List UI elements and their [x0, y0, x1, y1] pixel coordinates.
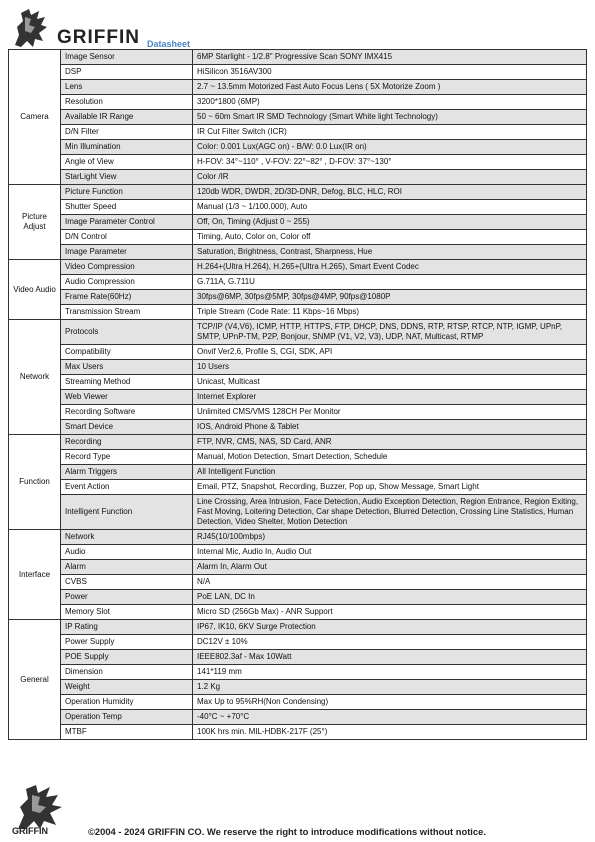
spec-value: IEEE802.3af - Max 10Watt: [193, 650, 587, 665]
spec-row: [9, 170, 587, 185]
spec-value: -40°C ~ +70°C: [193, 710, 587, 725]
spec-row: [9, 360, 587, 375]
spec-row: [9, 290, 587, 305]
section-label: General: [9, 620, 61, 740]
spec-key: Protocols: [61, 320, 193, 345]
spec-row: [9, 390, 587, 405]
spec-key: Alarm: [61, 560, 193, 575]
spec-value: G.711A, G.711U: [193, 275, 587, 290]
spec-value: 100K hrs min. MIL-HDBK-217F (25°): [193, 725, 587, 740]
spec-row: [9, 695, 587, 710]
document-subtitle: Datasheet: [147, 39, 191, 49]
spec-row: [9, 50, 587, 65]
spec-row: [9, 125, 587, 140]
spec-row: [9, 405, 587, 420]
spec-row: [9, 530, 587, 545]
spec-value: Micro SD (256Gb Max) - ANR Support: [193, 605, 587, 620]
spec-row: [9, 155, 587, 170]
spec-value: Manual, Motion Detection, Smart Detection, Schedule: [193, 450, 587, 465]
spec-key: Audio: [61, 545, 193, 560]
spec-key: Record Type: [61, 450, 193, 465]
spec-row: [9, 450, 587, 465]
spec-value: 50 ~ 60m Smart IR SMD Technology (Smart White light Technology): [193, 110, 587, 125]
spec-row: [9, 345, 587, 360]
spec-value: Internal Mic, Audio In, Audio Out: [193, 545, 587, 560]
spec-key: Shutter Speed: [61, 200, 193, 215]
section-label: Video Audio: [9, 260, 61, 320]
spec-key: IP Rating: [61, 620, 193, 635]
spec-value: Triple Stream (Code Rate: 11 Kbps~16 Mbps): [193, 305, 587, 320]
spec-value: Email, PTZ, Snapshot, Recording, Buzzer, Pop up, Show Message, Smart Light: [193, 480, 587, 495]
spec-key: Power: [61, 590, 193, 605]
spec-value: 10 Users: [193, 360, 587, 375]
spec-key: Recording: [61, 435, 193, 450]
spec-key: Video Compression: [61, 260, 193, 275]
spec-key: Intelligent Function: [61, 495, 193, 530]
spec-key: Image Sensor: [61, 50, 193, 65]
spec-row: [9, 375, 587, 390]
spec-value: 30fps@6MP, 30fps@5MP, 30fps@4MP, 90fps@1080P: [193, 290, 587, 305]
spec-row: [9, 65, 587, 80]
page-header: [9, 5, 589, 49]
spec-row: [9, 420, 587, 435]
spec-row: [9, 650, 587, 665]
spec-key: Picture Function: [61, 185, 193, 200]
spec-value: Color /IR: [193, 170, 587, 185]
spec-key: Web Viewer: [61, 390, 193, 405]
spec-row: [9, 110, 587, 125]
spec-value: Off, On, Timing (Adjust 0 ~ 255): [193, 215, 587, 230]
spec-value: 120db WDR, DWDR, 2D/3D-DNR, Defog, BLC, HLC, ROI: [193, 185, 587, 200]
spec-row: [9, 665, 587, 680]
spec-key: Image Parameter Control: [61, 215, 193, 230]
spec-row: [9, 230, 587, 245]
spec-row: [9, 465, 587, 480]
spec-key: Frame Rate(60Hz): [61, 290, 193, 305]
spec-key: POE Supply: [61, 650, 193, 665]
spec-value: Manual (1/3 ~ 1/100.000), Auto: [193, 200, 587, 215]
spec-row: [9, 725, 587, 740]
spec-table: [8, 49, 587, 740]
spec-key: Weight: [61, 680, 193, 695]
spec-row: [9, 305, 587, 320]
spec-row: [9, 560, 587, 575]
spec-row: [9, 710, 587, 725]
spec-row: [9, 245, 587, 260]
spec-row: [9, 545, 587, 560]
section-label: Interface: [9, 530, 61, 620]
spec-row: [9, 275, 587, 290]
spec-value: Color: 0.001 Lux(AGC on) - B/W: 0.0 Lux(IR on): [193, 140, 587, 155]
spec-value: Unlimited CMS/VMS 128CH Per Monitor: [193, 405, 587, 420]
spec-value: 6MP Starlight - 1/2.8" Progressive Scan SONY IMX415: [193, 50, 587, 65]
spec-value: 3200*1800 (6MP): [193, 95, 587, 110]
spec-row: [9, 635, 587, 650]
spec-value: HiSilicon 3516AV300: [193, 65, 587, 80]
spec-value: Saturation, Brightness, Contrast, Sharpness, Hue: [193, 245, 587, 260]
spec-row: [9, 575, 587, 590]
spec-value: N/A: [193, 575, 587, 590]
section-label: Network: [9, 320, 61, 435]
spec-row: [9, 590, 587, 605]
spec-key: StarLight View: [61, 170, 193, 185]
spec-value: RJ45(10/100mbps): [193, 530, 587, 545]
spec-key: Compatibility: [61, 345, 193, 360]
spec-value: Alarm In, Alarm Out: [193, 560, 587, 575]
spec-key: Lens: [61, 80, 193, 95]
spec-row: [9, 260, 587, 275]
spec-key: D/N Control: [61, 230, 193, 245]
spec-key: Alarm Triggers: [61, 465, 193, 480]
spec-row: [9, 680, 587, 695]
spec-key: MTBF: [61, 725, 193, 740]
spec-value: 2.7 ~ 13.5mm Motorized Fast Auto Focus Lens ( 5X Motorize Zoom ): [193, 80, 587, 95]
griffin-logo-icon: [9, 5, 51, 49]
section-label: Picture Adjust: [9, 185, 61, 260]
spec-value: IR Cut Filter Switch (ICR): [193, 125, 587, 140]
spec-row: [9, 140, 587, 155]
spec-key: Event Action: [61, 480, 193, 495]
spec-key: Transmission Stream: [61, 305, 193, 320]
spec-row: [9, 320, 587, 345]
spec-key: Operation Temp: [61, 710, 193, 725]
spec-value: Line Crossing, Area Intrusion, Face Detection, Audio Exception Detection, Region Entrance, Region Exiting, Fast Moving, Loitering Detection, Car shape Detection, Blurred Detection, Crossing Line Statistics, Human Detection, Video Shelter, Motion Detection: [193, 495, 587, 530]
spec-row: [9, 620, 587, 635]
spec-value: Max Up to 95%RH(Non Condensing): [193, 695, 587, 710]
section-label: Camera: [9, 50, 61, 185]
page-footer: [10, 776, 585, 836]
spec-row: [9, 605, 587, 620]
spec-row: [9, 480, 587, 495]
spec-key: Smart Device: [61, 420, 193, 435]
spec-key: D/N Filter: [61, 125, 193, 140]
spec-key: Streaming Method: [61, 375, 193, 390]
spec-value: IOS, Android Phone & Tablet: [193, 420, 587, 435]
spec-row: [9, 200, 587, 215]
spec-key: Power Supply: [61, 635, 193, 650]
spec-row: [9, 215, 587, 230]
spec-key: Operation Humidity: [61, 695, 193, 710]
spec-key: Memory Slot: [61, 605, 193, 620]
spec-value: 141*119 mm: [193, 665, 587, 680]
spec-key: Available IR Range: [61, 110, 193, 125]
footer-brand: GRIFFIN: [12, 826, 48, 836]
spec-value: Internet Explorer: [193, 390, 587, 405]
spec-key: Max Users: [61, 360, 193, 375]
spec-key: Resolution: [61, 95, 193, 110]
spec-key: Dimension: [61, 665, 193, 680]
spec-row: [9, 185, 587, 200]
spec-key: Audio Compression: [61, 275, 193, 290]
spec-value: H-FOV: 34°~110° , V-FOV: 22°~82° , D-FOV: 37°~130°: [193, 155, 587, 170]
spec-value: DC12V ± 10%: [193, 635, 587, 650]
spec-value: PoE LAN, DC In: [193, 590, 587, 605]
spec-value: H.264+(Ultra H.264), H.265+(Ultra H.265), Smart Event Codec: [193, 260, 587, 275]
spec-value: TCP/IP (V4,V6), ICMP, HTTP, HTTPS, FTP, DHCP, DNS, DDNS, RTP, RTSP, RTCP, NTP, IGMP, UPnP, SMTP, UPnP-TM, P2P, Bonjour, SNMP (V1, V2, V3), UDP, NAT, Multicast, RTMP: [193, 320, 587, 345]
spec-value: Unicast, Multicast: [193, 375, 587, 390]
spec-value: Onvif Ver2.6, Profile S, CGI, SDK, API: [193, 345, 587, 360]
spec-value: All Intelligent Function: [193, 465, 587, 480]
spec-value: FTP, NVR, CMS, NAS, SD Card, ANR: [193, 435, 587, 450]
spec-row: [9, 495, 587, 530]
spec-key: Image Parameter: [61, 245, 193, 260]
spec-key: Recording Software: [61, 405, 193, 420]
spec-key: DSP: [61, 65, 193, 80]
spec-key: CVBS: [61, 575, 193, 590]
spec-key: Angle of View: [61, 155, 193, 170]
spec-row: [9, 80, 587, 95]
spec-value: IP67, IK10, 6KV Surge Protection: [193, 620, 587, 635]
spec-value: Timing, Auto, Color on, Color off: [193, 230, 587, 245]
spec-key: Min Illumination: [61, 140, 193, 155]
copyright-notice: ©2004 - 2024 GRIFFIN CO. We reserve the right to introduce modifications without notice.: [88, 826, 486, 837]
spec-value: 1.2 Kg: [193, 680, 587, 695]
spec-row: [9, 95, 587, 110]
spec-row: [9, 435, 587, 450]
brand-name: GRIFFIN: [57, 27, 140, 48]
section-label: Function: [9, 435, 61, 530]
spec-key: Network: [61, 530, 193, 545]
